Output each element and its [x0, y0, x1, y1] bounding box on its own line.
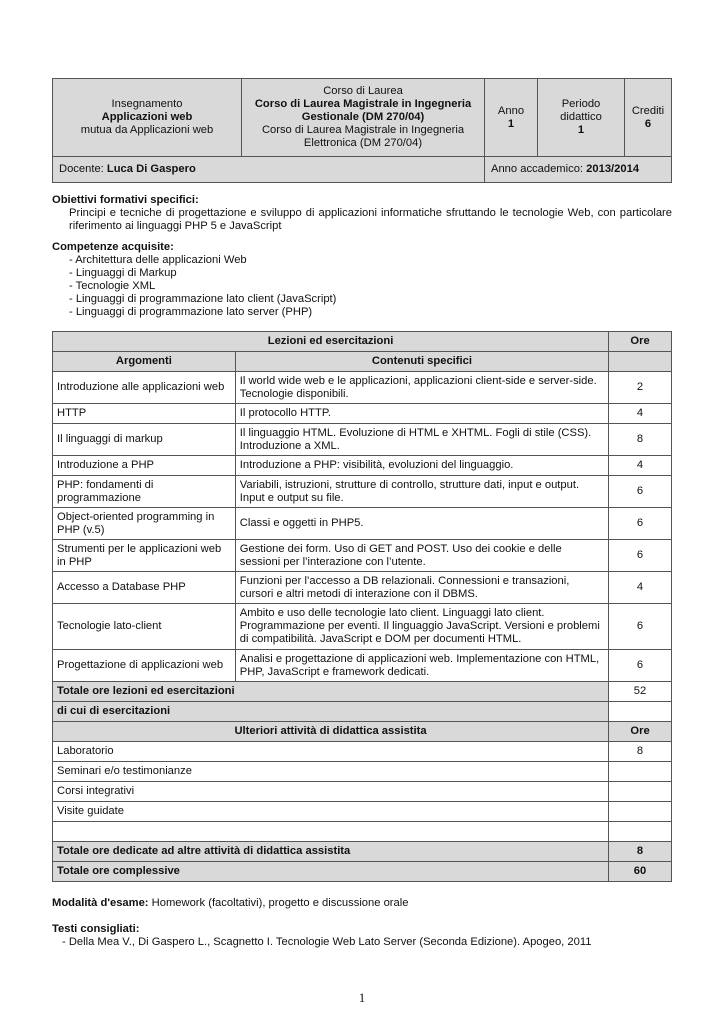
ulteriori-ore-header: Ore — [609, 722, 672, 742]
argomento-cell: Introduzione alle applicazioni web — [53, 372, 236, 404]
anno-accademico-label: Anno accademico: — [491, 163, 584, 175]
contenuto-cell: Il linguaggio HTML. Evoluzione di HTML e XHTML. Fogli di stile (CSS). Introduzione a XML. — [235, 424, 608, 456]
argomento-cell: Strumenti per le applicazioni web in PHP — [53, 540, 236, 572]
page-number: 1 — [358, 990, 366, 1005]
argomento-cell: Accesso a Database PHP — [53, 572, 236, 604]
totale-altre-label: Totale ore dedicate ad altre attività di didattica assistita — [53, 842, 609, 862]
table-row — [53, 540, 672, 572]
argomento-cell: Tecnologie lato-client — [53, 604, 236, 650]
competenze-item: - Architettura delle applicazioni Web — [69, 254, 247, 266]
attivita-cell — [53, 822, 609, 842]
crediti-cell — [625, 79, 672, 157]
contenuti-header: Contenuti specifici — [235, 352, 608, 372]
table-row — [53, 424, 672, 456]
competenze-item: - Linguaggi di programmazione lato server (PHP) — [69, 306, 313, 318]
competenze-item: - Linguaggi di programmazione lato client (JavaScript) — [69, 293, 337, 305]
di-cui-value — [609, 702, 672, 722]
ore-cell: 2 — [609, 372, 672, 404]
ore-header: Ore — [609, 332, 672, 352]
crediti-label: Crediti — [631, 104, 665, 117]
contenuto-cell: Funzioni per l’accesso a DB relazionali. Connessioni e transazioni, cursori e altri metodi di interazione con il DBMS. — [235, 572, 608, 604]
totale-complessive-label: Totale ore complessive — [53, 862, 609, 882]
ore-cell: 4 — [609, 404, 672, 424]
table-row — [53, 782, 672, 802]
attivita-cell: Seminari e/o testimonianze — [53, 762, 609, 782]
table-row — [53, 508, 672, 540]
obiettivi-title: Obiettivi formativi specifici: — [52, 194, 199, 206]
totale-complessive-row — [53, 862, 672, 882]
attivita-cell: Visite guidate — [53, 802, 609, 822]
argomento-cell: Introduzione a PHP — [53, 456, 236, 476]
insegnamento-name: Applicazioni web — [101, 111, 193, 123]
totale-altre-row — [53, 842, 672, 862]
contenuto-cell: Introduzione a PHP: visibilità, evoluzioni del linguaggio. — [235, 456, 608, 476]
table-row — [53, 456, 672, 476]
obiettivi-text: Principi e tecniche di progettazione e sviluppo di applicazioni informatiche sfruttando le tecnologie Web, con particolare riferimento ai linguaggi PHP 5 e JavaScript — [69, 207, 672, 232]
table-row — [53, 404, 672, 424]
anno-accademico-cell — [485, 157, 672, 183]
corso-label: Corso di Laurea — [323, 85, 403, 97]
table-row — [53, 822, 672, 842]
attivita-cell: Laboratorio — [53, 742, 609, 762]
mutua-text: mutua da Applicazioni web — [80, 124, 214, 136]
ore-cell: 6 — [609, 650, 672, 682]
table-row — [53, 476, 672, 508]
argomento-cell: PHP: fondamenti di programmazione — [53, 476, 236, 508]
attivita-ore-cell: 8 — [609, 742, 672, 762]
contenuto-cell: Analisi e progettazione di applicazioni web. Implementazione con HTML, PHP, JavaScript e framework dedicati. — [235, 650, 608, 682]
table-row — [53, 650, 672, 682]
argomenti-header: Argomenti — [53, 352, 236, 372]
attivita-ore-cell — [609, 762, 672, 782]
attivita-ore-cell — [609, 782, 672, 802]
argomento-cell: Il linguaggi di markup — [53, 424, 236, 456]
argomento-cell: Progettazione di applicazioni web — [53, 650, 236, 682]
anno-cell — [485, 79, 538, 157]
totale-lezioni-label: Totale ore lezioni ed esercitazioni — [53, 682, 609, 702]
contenuto-cell: Il protocollo HTTP. — [235, 404, 608, 424]
docente-cell — [53, 157, 485, 183]
competenze-section — [52, 241, 672, 319]
competenze-title: Competenze acquisite: — [52, 241, 174, 253]
attivita-cell: Corsi integrativi — [53, 782, 609, 802]
docente-value: Luca Di Gaspero — [106, 163, 196, 175]
ulteriori-header-row — [53, 722, 672, 742]
insegnamento-label: Insegnamento — [111, 98, 183, 110]
periodo-cell — [538, 79, 625, 157]
table-row — [53, 372, 672, 404]
contenuto-cell: Ambito e uso delle tecnologie lato client. Linguaggi lato client. Programmazione per eventi. Il linguaggio JavaScript. Versioni e problemi di compatibilità. JavaScript e DOM per documenti HTML. — [235, 604, 608, 650]
table-row — [53, 604, 672, 650]
course-header-table — [52, 78, 672, 183]
ore-cell: 6 — [609, 540, 672, 572]
anno-value: 1 — [507, 117, 515, 130]
contenuto-cell: Variabili, istruzioni, strutture di controllo, strutture dati, input e output. Input e output su file. — [235, 476, 608, 508]
ore-cell: 6 — [609, 604, 672, 650]
corso-gestionale: Corso di Laurea Magistrale in Ingegneria Gestionale (DM 270/04) — [254, 98, 472, 123]
modalita-text: Homework (facoltativi), progetto e discussione orale — [151, 897, 409, 909]
lezioni-header: Lezioni ed esercitazioni — [53, 332, 609, 352]
ore-cell: 4 — [609, 456, 672, 476]
ulteriori-header: Ulteriori attività di didattica assistita — [53, 722, 609, 742]
di-cui-row — [53, 702, 672, 722]
ore-cell: 4 — [609, 572, 672, 604]
attivita-ore-cell — [609, 822, 672, 842]
totale-lezioni-row — [53, 682, 672, 702]
docente-label: Docente: — [59, 163, 104, 175]
header-empty-cell — [609, 352, 672, 372]
contenuto-cell: Gestione dei form. Uso di GET and POST. Uso dei cookie e delle sessioni per l’interazione con l’utente. — [235, 540, 608, 572]
testi-section — [52, 923, 672, 949]
lezioni-table — [52, 331, 672, 882]
testi-item: - Della Mea V., Di Gaspero L., Scagnetto I. Tecnologie Web Lato Server (Seconda Edizione). Apogeo, 2011 — [62, 936, 592, 948]
corso-elettronica: Corso di Laurea Magistrale in Ingegneria Elettronica (DM 270/04) — [261, 124, 465, 149]
table-row — [53, 742, 672, 762]
ore-cell: 8 — [609, 424, 672, 456]
corso-cell — [242, 79, 485, 157]
attivita-ore-cell — [609, 802, 672, 822]
anno-accademico-value: 2013/2014 — [586, 163, 640, 175]
argomento-cell: HTTP — [53, 404, 236, 424]
ore-cell: 6 — [609, 508, 672, 540]
competenze-item: - Linguaggi di Markup — [69, 267, 177, 279]
di-cui-label: di cui di esercitazioni — [53, 702, 609, 722]
insegnamento-cell — [53, 79, 242, 157]
ore-cell: 6 — [609, 476, 672, 508]
periodo-value: 1 — [577, 124, 585, 136]
totale-lezioni-value: 52 — [609, 682, 672, 702]
table-row — [53, 802, 672, 822]
contenuto-cell: Classi e oggetti in PHP5. — [235, 508, 608, 540]
periodo-label: Periodo didattico — [560, 98, 602, 123]
obiettivi-section — [52, 194, 672, 233]
anno-label: Anno — [497, 104, 525, 117]
table-row — [53, 572, 672, 604]
modalita-section — [52, 897, 672, 910]
contenuto-cell: Il world wide web e le applicazioni, applicazioni client-side e server-side. Tecnologie disponibili. — [235, 372, 608, 404]
totale-complessive-value: 60 — [609, 862, 672, 882]
competenze-list — [52, 254, 672, 319]
crediti-value: 6 — [644, 117, 652, 130]
totale-altre-value: 8 — [609, 842, 672, 862]
argomento-cell: Object-oriented programming in PHP (v.5) — [53, 508, 236, 540]
competenze-item: - Tecnologie XML — [69, 280, 156, 292]
modalita-label: Modalità d'esame: — [52, 897, 149, 909]
testi-title: Testi consigliati: — [52, 923, 140, 935]
table-row — [53, 762, 672, 782]
